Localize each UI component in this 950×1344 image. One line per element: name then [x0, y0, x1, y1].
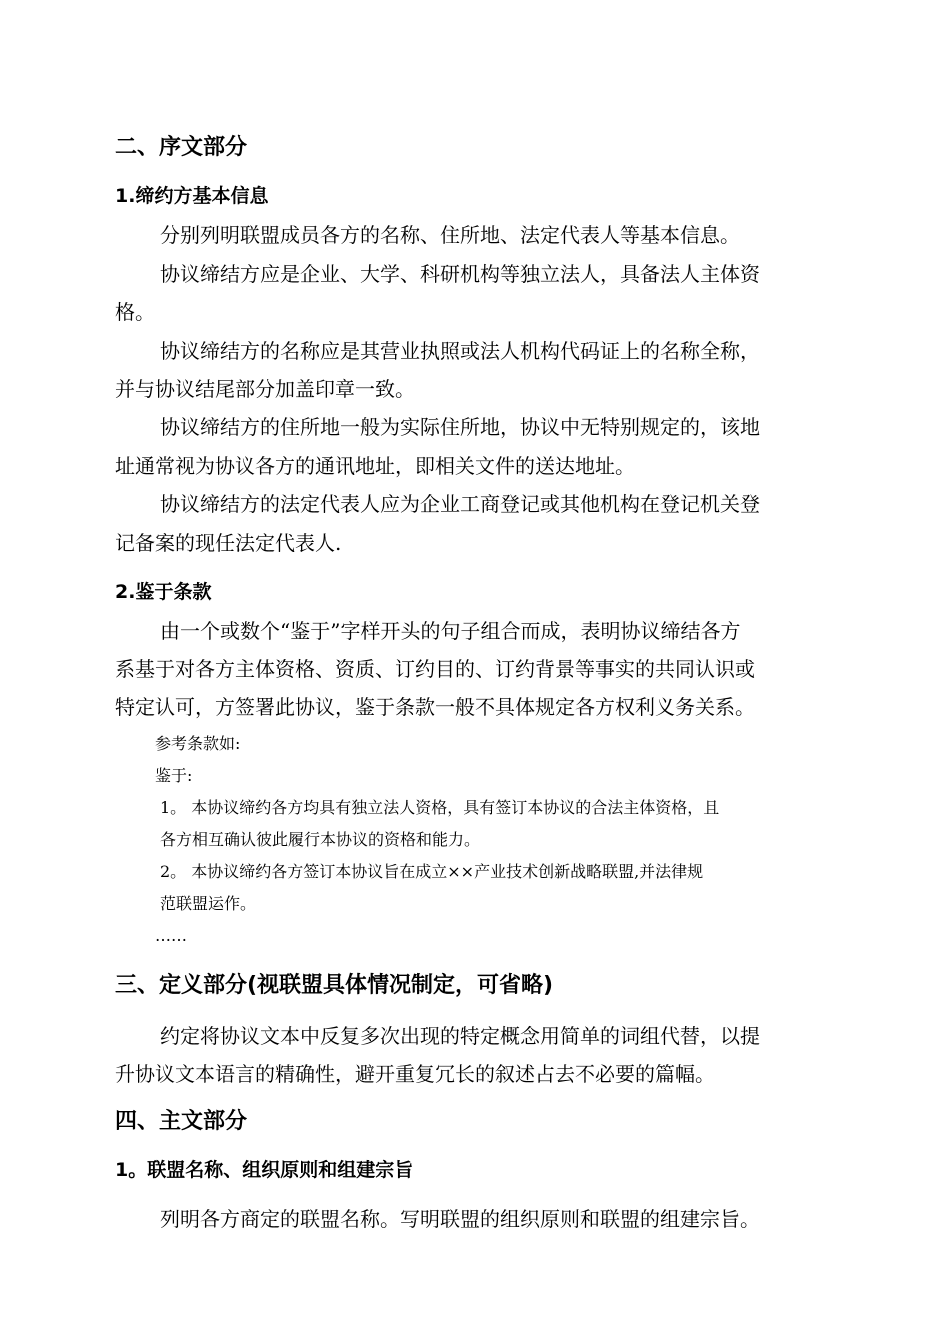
paragraph-line: 特定认可，方签署此协议，鉴于条款一般不具体规定各方权利义务关系。: [115, 695, 755, 719]
subheading-alliance-name: 1。联盟名称、组织原则和组建宗旨: [115, 1159, 414, 1181]
ellipsis: ……: [155, 926, 187, 945]
paragraph-line: 协议缔结方的法定代表人应为企业工商登记或其他机构在登记机关登: [160, 492, 760, 516]
reference-item: 2。 本协议缔约各方签订本协议旨在成立××产业技术创新战略联盟,并法律规: [160, 862, 704, 881]
paragraph-line: 系基于对各方主体资格、资质、订约目的、订约背景等事实的共同认识或: [115, 657, 755, 681]
paragraph-line: 并与协议结尾部分加盖印章一致。: [115, 377, 415, 401]
paragraph-line: 升协议文本语言的精确性，避开重复冗长的叙述占去不必要的篇幅。: [115, 1062, 715, 1086]
paragraph-line: 址通常视为协议各方的通讯地址，即相关文件的送达地址。: [115, 454, 635, 478]
paragraph-line: 协议缔结方的名称应是其营业执照或法人机构代码证上的名称全称，: [160, 339, 760, 363]
paragraph-line: 分别列明联盟成员各方的名称、住所地、法定代表人等基本信息。: [160, 223, 740, 247]
section-heading-main-text: 四、主文部分: [115, 1109, 248, 1134]
paragraph-line: 列明各方商定的联盟名称。写明联盟的组织原则和联盟的组建宗旨。: [160, 1207, 760, 1231]
reference-item: 各方相互确认彼此履行本协议的资格和能力。: [160, 830, 481, 849]
paragraph-line: 由一个或数个“鉴于”字样开头的句子组合而成，表明协议缔结各方: [160, 619, 741, 643]
paragraph-line: 协议缔结方应是企业、大学、科研机构等独立法人，具备法人主体资: [160, 262, 760, 286]
paragraph-line: 协议缔结方的住所地一般为实际住所地，协议中无特别规定的，该地: [160, 415, 760, 439]
paragraph-line: 格。: [115, 300, 155, 324]
reference-intro: 参考条款如:: [155, 734, 241, 753]
paragraph-line: 约定将协议文本中反复多次出现的特定概念用简单的词组代替，以提: [160, 1024, 760, 1048]
reference-item: 范联盟运作。: [160, 894, 257, 913]
reference-item: 1。 本协议缔约各方均具有独立法人资格，具有签订本协议的合法主体资格，且: [160, 798, 720, 817]
section-heading-definitions: 三、定义部分(视联盟具体情况制定，可省略): [115, 973, 554, 998]
subheading-whereas-clause: 2.鉴于条款: [115, 581, 212, 603]
whereas-label: 鉴于:: [155, 766, 193, 785]
section-heading-preface: 二、序文部分: [115, 135, 248, 160]
subheading-party-info: 1.缔约方基本信息: [115, 185, 269, 207]
paragraph-line: 记备案的现任法定代表人.: [115, 531, 342, 555]
